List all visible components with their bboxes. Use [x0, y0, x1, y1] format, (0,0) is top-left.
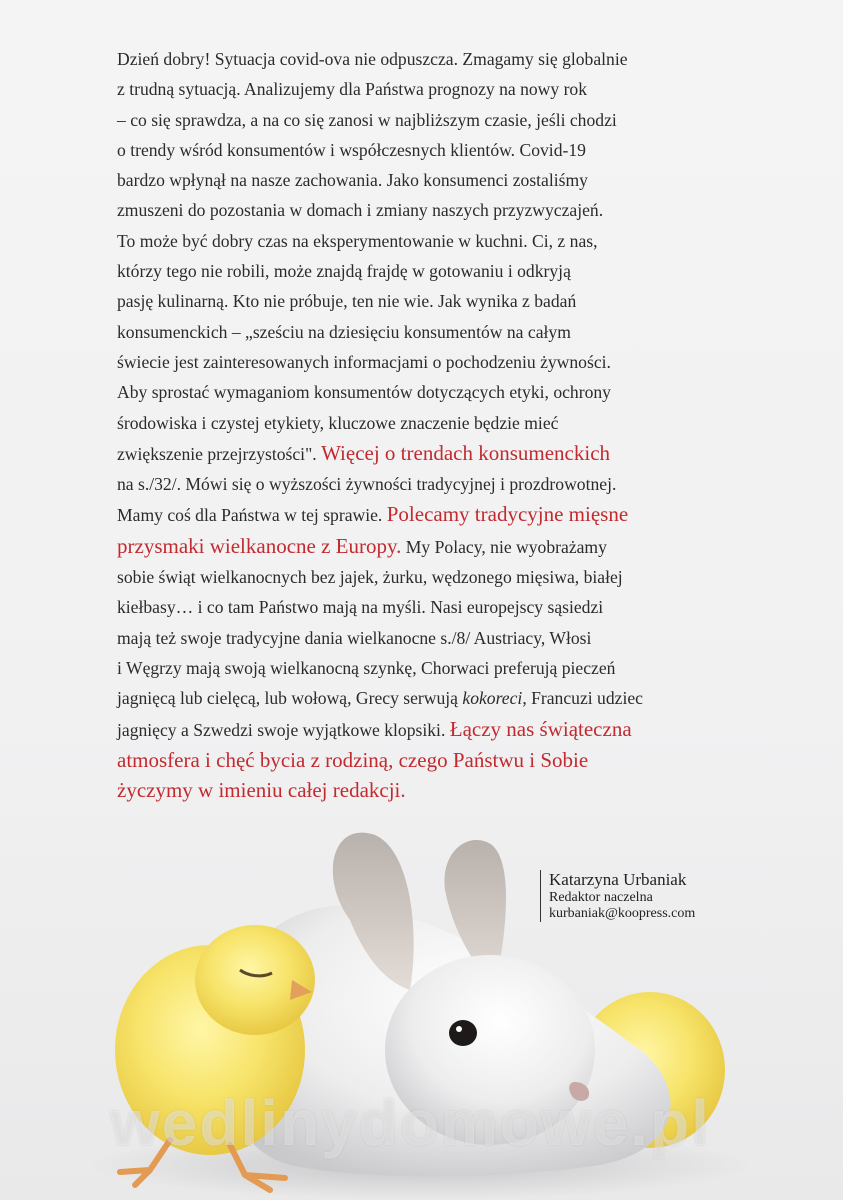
- author-email: kurbaniak@koopress.com: [549, 906, 696, 921]
- text-line: [117, 499, 737, 530]
- signature-block: [540, 870, 695, 922]
- text-segment: jagnięcą lub cielęcą, lub wołową, Grecy serwują: [117, 688, 458, 709]
- text-line: na s./32/. Mówi się o wyższości żywności tradycyjnej i prozdrowotnej.: [117, 474, 617, 495]
- text-line: którzy tego nie robili, może znajdą frajdę w gotowaniu i odkryją: [117, 261, 571, 282]
- text-line: świecie jest zainteresowanych informacjami o pochodzeniu żywności.: [117, 351, 611, 372]
- editorial-text: [117, 44, 737, 805]
- text-line: [117, 531, 737, 562]
- text-line: [117, 438, 737, 469]
- watermark: wedlinydomowe.pl: [110, 1087, 711, 1159]
- highlight-closing-end: życzymy w imieniu całej redakcji.: [117, 778, 406, 803]
- highlight-recommendation-cont: przysmaki wielkanocne z Europy.: [117, 533, 402, 558]
- highlight-recommendation: Polecamy tradycyjne mięsne: [386, 502, 629, 527]
- text-segment: jagnięcy a Szwedzi swoje wyjątkowe klopsiki.: [117, 719, 446, 740]
- author-role: Redaktor naczelna: [549, 890, 653, 905]
- text-line: z trudną sytuacją. Analizujemy dla Państwa prognozy na nowy rok: [117, 79, 588, 100]
- text-line: pasję kulinarną. Kto nie próbuje, ten nie wie. Jak wynika z badań: [117, 291, 577, 312]
- highlight-closing: Łączy nas świąteczna: [449, 716, 632, 741]
- text-line: kiełbasy… i co tam Państwo mają na myśli. Nasi europejscy sąsiedzi: [117, 597, 604, 618]
- text-segment: My Polacy, nie wyobrażamy: [405, 536, 607, 557]
- text-line: Aby sprostać wymaganiom konsumentów dotyczących etyki, ochrony: [117, 382, 611, 403]
- highlight-trends: Więcej o trendach konsumenckich: [321, 440, 611, 465]
- text-line: zmuszeni do pozostania w domach i zmiany naszych przyzwyczajeń.: [117, 200, 604, 221]
- italic-dish-name: kokoreci: [462, 688, 523, 709]
- text-line: To może być dobry czas na eksperymentowanie w kuchni. Ci, z nas,: [117, 230, 598, 251]
- text-line: i Węgrzy mają swoją wielkanocną szynkę, Chorwaci preferują pieczeń: [117, 657, 616, 678]
- text-line: Dzień dobry! Sytuacja covid-ova nie odpuszcza. Zmagamy się globalnie: [117, 49, 628, 69]
- text-line: o trendy wśród konsumentów i współczesnych klientów. Covid-19: [117, 139, 586, 160]
- text-line: [117, 683, 737, 713]
- text-line: – co się sprawdza, a na co się zanosi w najbliższym czasie, jeśli chodzi: [117, 109, 617, 130]
- highlight-closing-cont: atmosfera i chęć bycia z rodziną, czego Państwu i Sobie: [117, 747, 589, 772]
- text-line: mają też swoje tradycyjne dania wielkanocne s./8/ Austriacy, Włosi: [117, 627, 592, 648]
- text-segment: , Francuzi udziec: [522, 688, 643, 709]
- text-line: sobie świąt wielkanocnych bez jajek, żurku, wędzonego mięsiwa, białej: [117, 567, 623, 588]
- text-segment: Mamy coś dla Państwa w tej sprawie.: [117, 505, 383, 526]
- text-line: [117, 714, 737, 745]
- text-segment: zwiększenie przejrzystości".: [117, 443, 317, 464]
- bunny-eye: [449, 1020, 477, 1046]
- text-line: bardzo wpłynął na nasze zachowania. Jako konsumenci zostaliśmy: [117, 170, 588, 191]
- author-name: Katarzyna Urbaniak: [549, 870, 687, 889]
- text-line: środowiska i czystej etykiety, kluczowe znaczenie będzie mieć: [117, 412, 559, 433]
- chick-left-head: [195, 925, 315, 1035]
- text-line: konsumenckich – „sześciu na dziesięciu konsumentów na całym: [117, 321, 571, 342]
